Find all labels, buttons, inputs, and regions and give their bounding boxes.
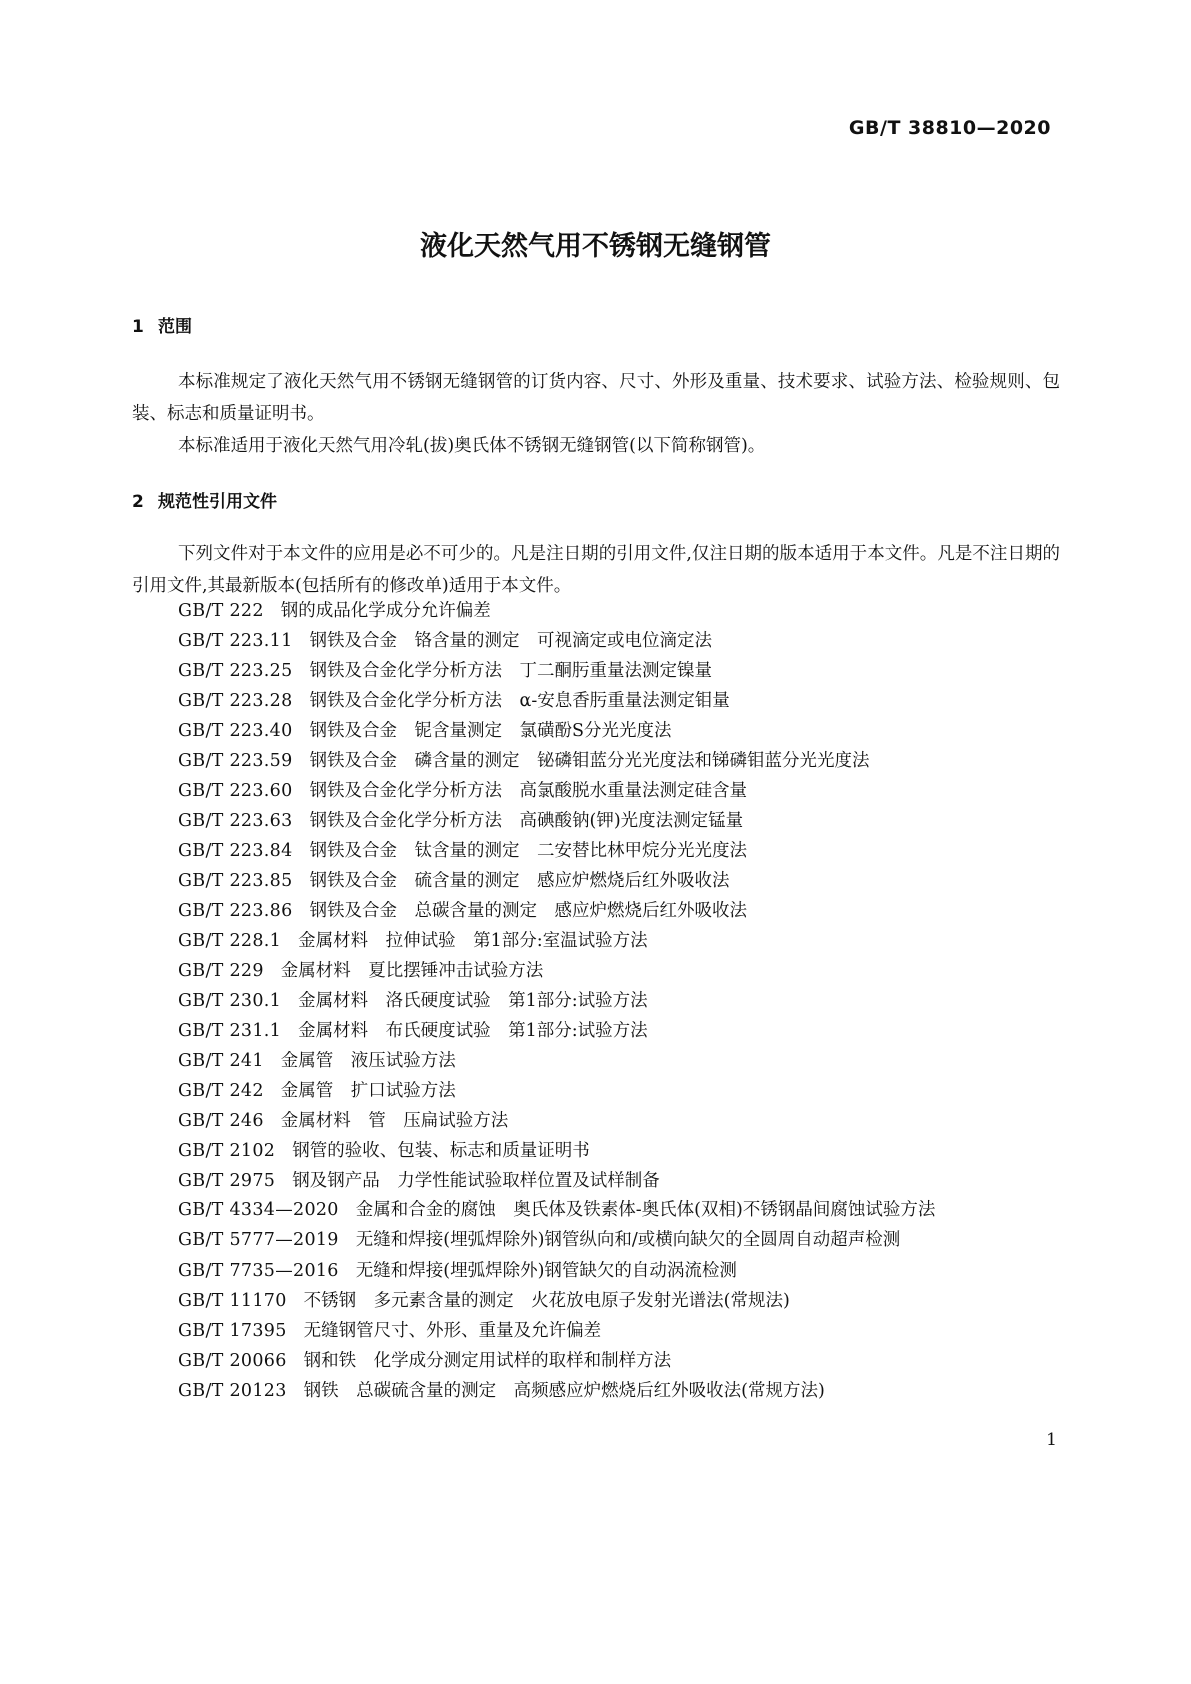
reference-code: GB/T 231.1 [178, 1021, 282, 1041]
document-code: GB/T 38810—2020 [848, 117, 1051, 139]
reference-code: GB/T 229 [178, 961, 264, 981]
reference-title: 钢管的验收、包装、标志和质量证明书 [292, 1141, 590, 1161]
section-2-body [132, 538, 1060, 602]
reference-code: GB/T 223.86 [178, 901, 293, 921]
paragraph: 下列文件对于本文件的应用是必不可少的。凡是注日期的引用文件,仅注日期的版本适用于本文件。凡是不注日期的引用文件,其最新版本(包括所有的修改单)适用于本文件。 [132, 544, 1060, 596]
reference-title: 金属和合金的腐蚀 奥氏体及铁素体-奥氏体(双相)不锈钢晶间腐蚀试验方法 [355, 1200, 936, 1220]
reference-code: GB/T 7735—2016 [178, 1261, 339, 1281]
reference-item [132, 1316, 1060, 1346]
reference-item [132, 1076, 1060, 1106]
reference-code: GB/T 20123 [178, 1381, 287, 1401]
reference-title: 金属材料 夏比摆锤冲击试验方法 [280, 961, 544, 981]
reference-item [132, 896, 1060, 926]
reference-title: 钢铁及合金 硫含量的测定 感应炉燃烧后红外吸收法 [309, 871, 730, 891]
reference-code: GB/T 242 [178, 1081, 264, 1101]
reference-title: 不锈钢 多元素含量的测定 火花放电原子发射光谱法(常规法) [303, 1291, 790, 1311]
reference-code: GB/T 223.11 [178, 631, 293, 651]
reference-code: GB/T 241 [178, 1051, 264, 1071]
reference-title: 钢铁及合金 钛含量的测定 二安替比林甲烷分光光度法 [309, 841, 748, 861]
reference-code: GB/T 223.84 [178, 841, 293, 861]
reference-item [132, 1226, 1060, 1255]
document-title: 液化天然气用不锈钢无缝钢管 [420, 231, 771, 262]
reference-item [132, 716, 1060, 746]
reference-code: GB/T 230.1 [178, 991, 282, 1011]
reference-code: GB/T 2975 [178, 1171, 276, 1191]
section-2-heading [132, 487, 277, 512]
reference-code: GB/T 222 [178, 601, 264, 621]
reference-code: GB/T 223.60 [178, 781, 293, 801]
reference-item [132, 686, 1060, 716]
reference-code: GB/T 5777—2019 [178, 1230, 339, 1250]
reference-title: 无缝钢管尺寸、外形、重量及允许偏差 [303, 1321, 602, 1341]
reference-item [132, 776, 1060, 806]
reference-item [132, 956, 1060, 986]
section-1-body [132, 366, 1060, 462]
reference-item [132, 806, 1060, 836]
reference-title: 钢及钢产品 力学性能试验取样位置及试样制备 [292, 1171, 660, 1191]
reference-title: 钢铁及合金化学分析方法 α-安息香肟重量法测定钼量 [309, 691, 730, 711]
reference-title: 钢铁 总碳硫含量的测定 高频感应炉燃烧后红外吸收法(常规方法) [303, 1381, 825, 1401]
reference-item [132, 1376, 1060, 1406]
page-number: 1 [1046, 1430, 1057, 1450]
reference-item [132, 596, 1060, 626]
reference-item [132, 1346, 1060, 1376]
section-number: 2 [132, 492, 144, 512]
reference-title: 金属管 液压试验方法 [280, 1051, 456, 1071]
section-title: 范围 [158, 317, 192, 337]
reference-item [132, 1286, 1060, 1316]
reference-code: GB/T 223.25 [178, 661, 293, 681]
reference-item [132, 1256, 1060, 1286]
reference-item [132, 656, 1060, 686]
section-number: 1 [132, 317, 144, 337]
reference-item [132, 746, 1060, 776]
reference-item [132, 1196, 1060, 1225]
reference-code: GB/T 223.63 [178, 811, 293, 831]
section-1-heading [132, 312, 192, 337]
reference-title: 钢铁及合金化学分析方法 丁二酮肟重量法测定镍量 [309, 661, 713, 681]
reference-title: 钢铁及合金 铬含量的测定 可视滴定或电位滴定法 [309, 631, 713, 651]
reference-item [132, 926, 1060, 956]
reference-code: GB/T 11170 [178, 1291, 287, 1311]
reference-title: 金属管 扩口试验方法 [280, 1081, 456, 1101]
reference-item [132, 626, 1060, 656]
reference-title: 钢铁及合金化学分析方法 高碘酸钠(钾)光度法测定锰量 [309, 811, 744, 831]
reference-code: GB/T 2102 [178, 1141, 276, 1161]
reference-item [132, 1046, 1060, 1076]
paragraph: 本标准适用于液化天然气用冷轧(拔)奥氏体不锈钢无缝钢管(以下简称钢管)。 [178, 436, 766, 456]
reference-title: 钢的成品化学成分允许偏差 [280, 601, 491, 621]
reference-code: GB/T 223.59 [178, 751, 293, 771]
reference-code: GB/T 4334—2020 [178, 1200, 339, 1220]
reference-code: GB/T 223.40 [178, 721, 293, 741]
reference-item [132, 1136, 1060, 1166]
reference-title: 金属材料 洛氏硬度试验 第1部分:试验方法 [298, 991, 648, 1011]
section-title: 规范性引用文件 [158, 492, 277, 512]
reference-title: 钢和铁 化学成分测定用试样的取样和制样方法 [303, 1351, 672, 1371]
reference-title: 金属材料 管 压扁试验方法 [280, 1111, 509, 1131]
reference-code: GB/T 228.1 [178, 931, 282, 951]
reference-code: GB/T 223.85 [178, 871, 293, 891]
reference-title: 无缝和焊接(埋弧焊除外)钢管纵向和/或横向缺欠的全圆周自动超声检测 [355, 1230, 901, 1250]
reference-item [132, 836, 1060, 866]
normative-reference-list [132, 596, 1060, 1406]
reference-item [132, 1016, 1060, 1046]
reference-item [132, 1106, 1060, 1136]
reference-title: 无缝和焊接(埋弧焊除外)钢管缺欠的自动涡流检测 [355, 1261, 737, 1281]
reference-title: 金属材料 拉伸试验 第1部分:室温试验方法 [298, 931, 648, 951]
reference-item [132, 986, 1060, 1016]
reference-code: GB/T 246 [178, 1111, 264, 1131]
reference-item [132, 1166, 1060, 1196]
reference-title: 钢铁及合金 磷含量的测定 铋磷钼蓝分光光度法和锑磷钼蓝分光光度法 [309, 751, 870, 771]
reference-code: GB/T 20066 [178, 1351, 287, 1371]
reference-title: 钢铁及合金化学分析方法 高氯酸脱水重量法测定硅含量 [309, 781, 748, 801]
reference-code: GB/T 17395 [178, 1321, 287, 1341]
reference-title: 钢铁及合金 铌含量测定 氯磺酚S分光光度法 [309, 721, 672, 741]
paragraph: 本标准规定了液化天然气用不锈钢无缝钢管的订货内容、尺寸、外形及重量、技术要求、试验方法、检验规则、包装、标志和质量证明书。 [132, 372, 1060, 424]
reference-title: 金属材料 布氏硬度试验 第1部分:试验方法 [298, 1021, 648, 1041]
reference-item [132, 866, 1060, 896]
reference-title: 钢铁及合金 总碳含量的测定 感应炉燃烧后红外吸收法 [309, 901, 748, 921]
reference-code: GB/T 223.28 [178, 691, 293, 711]
